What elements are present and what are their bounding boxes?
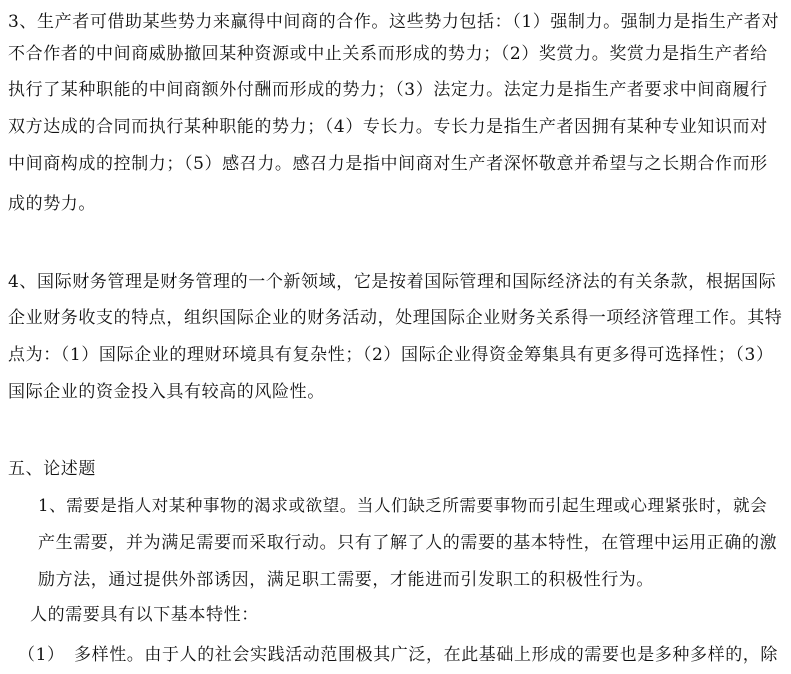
paragraph-3-line-2: 不合作者的中间商威胁撤回某种资源或中止关系而形成的势力；（2）奖赏力。奖赏力是指生产者给 — [8, 44, 768, 64]
essay-line-3: 励方法，通过提供外部诱因，满足职工需要，才能进而引发职工的积极性行为。 — [38, 570, 654, 590]
paragraph-4-line-3: 点为：（1）国际企业的理财环境具有复杂性；（2）国际企业得资金筹集具有更多得可选择性；（3） — [8, 345, 774, 365]
paragraph-3-line-6: 成的势力。 — [8, 194, 96, 214]
essay-line-1: 1、需要是指人对某种事物的渴求或欲望。当人们缺乏所需要事物而引起生理或心理紧张时，就会 — [38, 496, 768, 515]
essay-subheading: 人的需要具有以下基本特性： — [30, 605, 259, 625]
paragraph-4-line-4: 国际企业的资金投入具有较高的风险性。 — [8, 382, 325, 402]
section-heading: 五、论述题 — [8, 459, 96, 479]
paragraph-3-line-4: 双方达成的合同而执行某种职能的势力；（4）专长力。专长力是指生产者因拥有某种专业知识而对 — [8, 117, 768, 137]
paragraph-3-line-3: 执行了某种职能的中间商额外付酬而形成的势力；（3）法定力。法定力是指生产者要求中间商履行 — [8, 80, 768, 100]
paragraph-3-line-1: 3、生产者可借助某些势力来赢得中间商的合作。这些势力包括：（1）强制力。强制力是指生产者对 — [8, 12, 780, 32]
list-item-text: 多样性。由于人的社会实践活动范围极其广泛，在此基础上形成的需要也是多种多样的，除 — [74, 645, 778, 665]
essay-line-2: 产生需要，并为满足需要而采取行动。只有了解了人的需要的基本特性，在管理中运用正确的激 — [38, 533, 778, 553]
paragraph-4-line-2: 企业财务收支的特点，组织国际企业的财务活动，处理国际企业财务关系得一项经济管理工作。其特 — [8, 308, 783, 328]
paragraph-3-line-5: 中间商构成的控制力；（5）感召力。感召力是指中间商对生产者深怀敬意并希望与之长期合作而形 — [8, 154, 768, 174]
list-item-marker: （1） — [18, 645, 65, 665]
paragraph-4-line-1: 4、国际财务管理是财务管理的一个新领域，它是按着国际管理和国际经济法的有关条款，根据国际 — [8, 272, 777, 292]
